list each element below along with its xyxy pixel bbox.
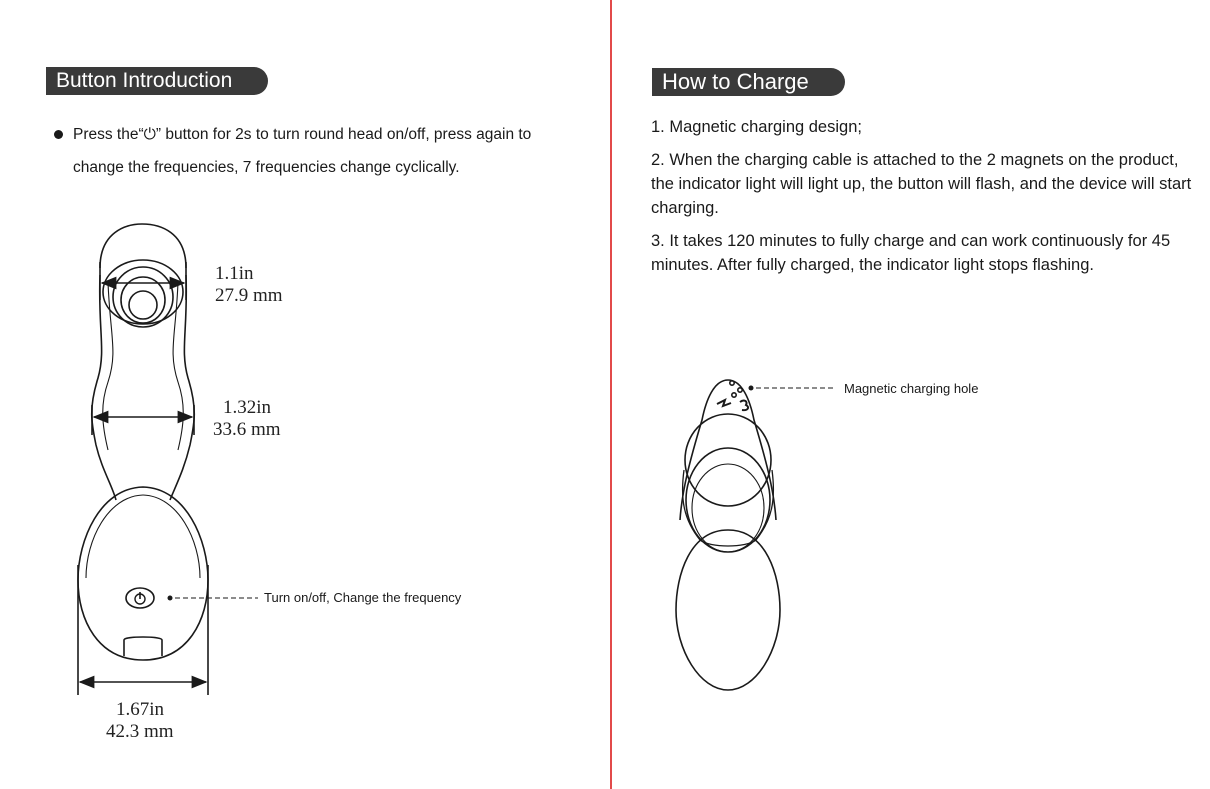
dimension-head-mm: 27.9 mm: [215, 285, 283, 306]
charging-hole-label: Magnetic charging hole: [844, 381, 979, 396]
dimension-neck: [213, 397, 281, 441]
button-callout-label: Turn on/off, Change the frequency: [264, 590, 462, 605]
button-instruction-text: Press the“⏻” button for 2s to turn round head on/off, press again to change the frequencies, 7 frequencies change cyclically.: [73, 126, 532, 176]
massager-charging-view: [676, 380, 780, 690]
section-heading-button-introduction: Button Introduction: [46, 67, 268, 95]
dimension-head-inch: 1.1in: [215, 263, 254, 284]
button-callout: [168, 596, 259, 601]
charging-step-1: 1. Magnetic charging design;: [651, 118, 862, 136]
section-heading-how-to-charge: How to Charge: [652, 68, 845, 96]
charging-step-3: 3. It takes 120 minutes to fully charge and can work continuously for 45 minutes. After fully charged, the indicator light stops flashing.: [651, 232, 1171, 274]
massager-front-view: [78, 224, 208, 660]
charging-step-2: 2. When the charging cable is attached to the 2 magnets on the product, the indicator light will light up, the button will flash, and the device will start charging.: [651, 151, 1192, 217]
charging-hole-callout: [749, 386, 836, 391]
dimension-base-inch: 1.67in: [116, 699, 165, 720]
dimension-head: [215, 263, 283, 307]
dimension-neck-inch: 1.32in: [223, 397, 272, 418]
dimension-neck-mm: 33.6 mm: [213, 419, 281, 440]
dimension-base: [106, 699, 174, 743]
dimension-base-mm: 42.3 mm: [106, 721, 174, 742]
